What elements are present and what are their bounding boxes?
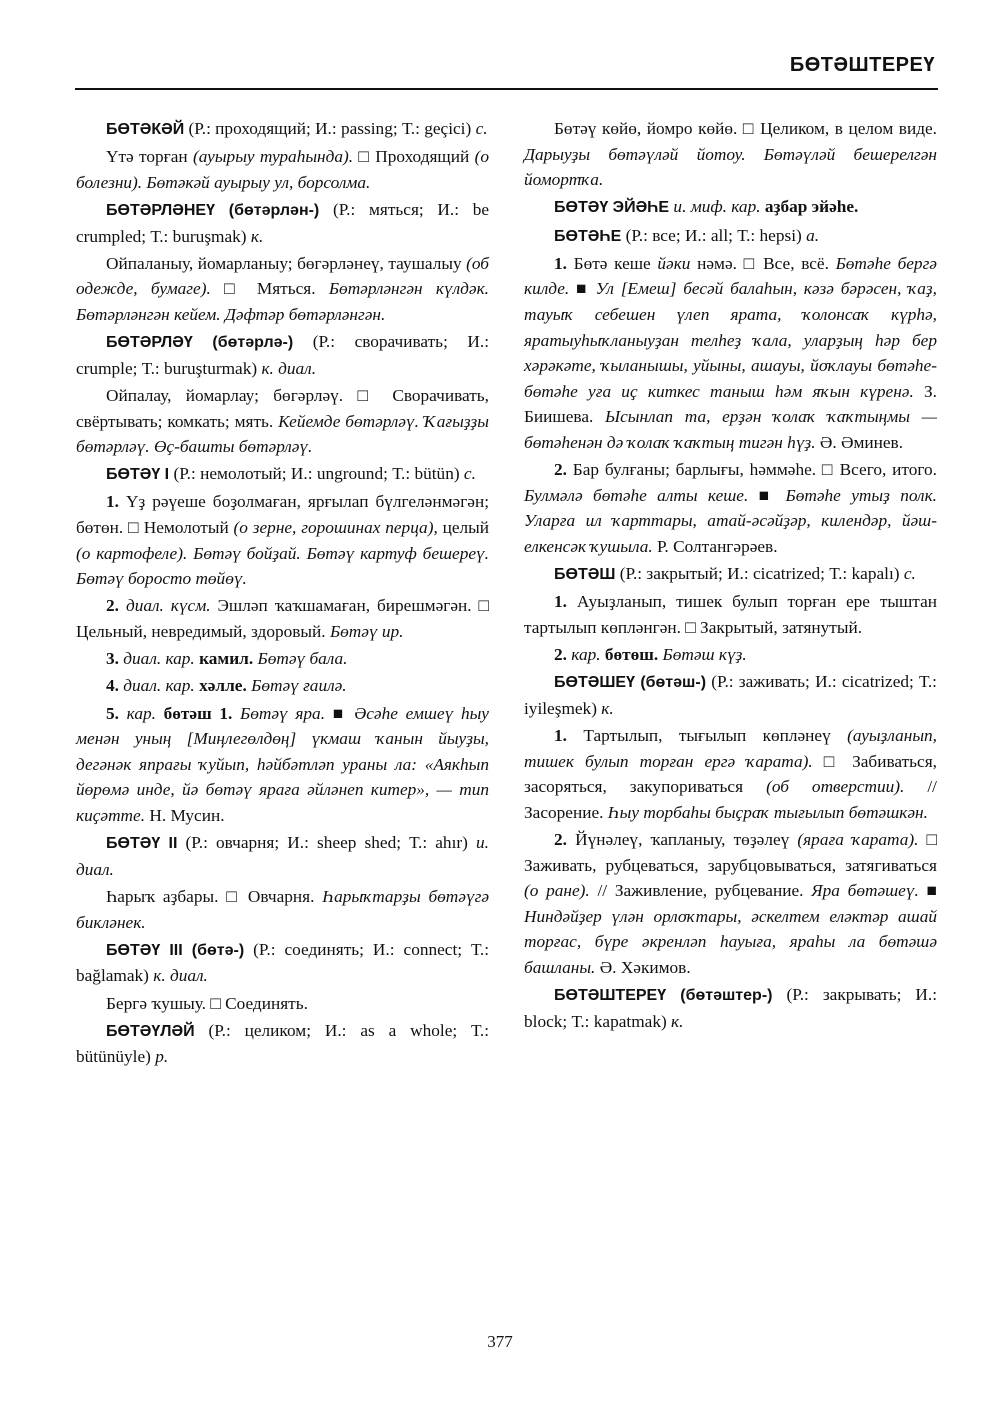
headword: БӨТӘРЛӘҮ (бөтәрлә-) <box>106 334 294 352</box>
entry-paragraph <box>76 197 489 249</box>
entry-paragraph <box>524 194 937 221</box>
entry-text: (о ране). <box>524 881 590 901</box>
headword: БӨТӘШТЕРЕҮ (бөтәштер-) <box>554 987 773 1005</box>
entry-text: 5. <box>106 703 119 723</box>
entry-text: камил. <box>199 649 254 669</box>
entry-text: Әсәһе емшеү һыу менән уның [Миңлегөлдөң] үкмаш ҡанын йыуҙы, дегәнәк япрағы ҡуйып, һәйбәтләп ураны ла: «Аякһып йөрөмә инде, йә бөтәү ярағa әйләнеп китер», — тип киҫәтте. <box>76 703 489 825</box>
entry-text: □ Проходящий <box>353 147 475 167</box>
headword: БӨТӘҺЕ <box>554 227 622 245</box>
entry-text: // Заживление, рубцевание. <box>589 881 812 901</box>
running-head: БӨТӘШТЕРЕҮ <box>789 54 935 76</box>
entry-text: 1. <box>106 492 119 512</box>
entry-text: йәки <box>657 253 691 273</box>
entry-text: хәлле. <box>199 676 247 696</box>
entry-text: Эшләп ҡаҡшамаған, бирешмәгән. □ Цельный, невредимый, здоровый. <box>76 596 489 642</box>
entry-text: кар. <box>126 703 156 723</box>
entry-text <box>119 596 126 615</box>
entry-paragraph <box>76 991 489 1017</box>
entry-text: с. <box>903 564 916 584</box>
entry-text: Ә. Әминев. <box>815 432 904 452</box>
entry-paragraph <box>76 489 489 591</box>
entry-text: 2. <box>106 596 119 616</box>
entry-text: Бөтәү яра. <box>240 703 326 723</box>
entry-text: 4. <box>106 676 119 696</box>
entry-text: 2. <box>554 829 567 849</box>
entry-text: Бөтәһе бергә килде. <box>524 253 937 299</box>
entry-paragraph <box>524 457 937 559</box>
entry-text: (Р.: проходящий; И.: passing; Т.: geçici) <box>184 119 476 138</box>
entry-text: с. <box>463 464 476 484</box>
entry-paragraph <box>524 251 937 456</box>
entry-paragraph <box>76 673 489 699</box>
left-column <box>76 116 489 1071</box>
entry-paragraph <box>76 830 489 882</box>
entry-text: Р. Солтангәрәев. <box>652 536 778 556</box>
entry-text: Бергә ҡушыу. □ Соединять. <box>106 993 308 1013</box>
entry-paragraph <box>76 144 489 195</box>
entry-text: с. <box>475 119 488 138</box>
entry-text: Һарыҡ аҙбары. □ Овчарня. <box>106 886 323 906</box>
entry-text: Тартылып, тығылып көпләнеү <box>566 726 848 745</box>
entry-text: а. <box>806 225 820 245</box>
entry-paragraph <box>76 701 489 829</box>
entry-text: к. <box>601 698 614 718</box>
entry-text: (Р.: мяться; И.: be crumpled; Т.: buruşmak) <box>76 199 489 246</box>
headword: БӨТӘҮ III (бөтә-) <box>106 941 245 959</box>
entry-paragraph <box>524 642 937 668</box>
entry-text: (ярағa ҡарата). <box>797 829 919 849</box>
page-number: 377 <box>487 1332 513 1351</box>
entry-text: (Р.: все; И.: all; Т.: hepsi) <box>621 225 807 245</box>
entry-text: ■ <box>325 703 355 723</box>
entry-text: Бөтәһе утыҙ полк. Уларға ил ҡарттары, атай-әсәйҙәр, килендәр, йәш-елкенсәк ҡушыла. <box>524 485 937 556</box>
entry-text: // Засорение. <box>524 777 937 822</box>
entry-text: Бөтәрләнгән күлдәк. Бөтәрләнгән кейем. Дәфтәр бөтәрләнгән. <box>76 279 489 324</box>
entry-text: 2. <box>554 645 567 665</box>
entry-text: ■ <box>918 881 937 901</box>
headword: БӨТӘШ <box>554 566 616 584</box>
entry-text: 3. <box>106 649 119 669</box>
entry-text: (ауырыу тураһында). <box>193 147 354 167</box>
entry-text: Ә. Хәкимов. <box>595 957 691 977</box>
entry-text: Үтә торған <box>106 147 194 167</box>
entry-text: к. диал. <box>261 358 317 378</box>
headword: БӨТӘҮЛӘЙ <box>106 1022 195 1040</box>
entry-paragraph <box>76 116 489 143</box>
entry-text: □ Заживать, рубцеваться, зарубцовываться, затягиваться <box>524 829 937 875</box>
entry-paragraph <box>524 589 937 640</box>
entry-paragraph <box>76 646 489 672</box>
entry-text: и. диал. <box>76 833 489 879</box>
entry-text: (об одежде, бумаге). <box>76 253 489 299</box>
entry-paragraph <box>76 329 489 381</box>
entry-text: к. диал. <box>153 966 208 986</box>
entry-text: (о картофеле). Бөтәү бойҙай. Бөтәү картуф бешереү. Бөтәү боросто төйөү. <box>76 543 489 589</box>
entry-text: Бөтәү бала. <box>257 649 348 669</box>
entry-text: Ниндәйҙер үлән орлоҡтары, әскелтем еләктәр ашай торғас, бүре әкренләп һауыға, яраһы ла бөтәшә башланы. <box>524 906 937 977</box>
headword: БӨТӘҮ I <box>106 466 170 484</box>
entry-text: нәмә. □ Все, всё. <box>690 253 836 273</box>
entry-text: Кейемде бөтәрләү. Ҡағыҙҙы бөтәрләү. Өҫ-башты бөтәрләү. <box>76 411 490 457</box>
entry-paragraph <box>524 116 937 193</box>
entry-text: (Р.: целиком; И.: as a whole; Т.: bütünüyle) <box>76 1020 489 1067</box>
entry-paragraph <box>524 669 937 721</box>
entry-text: 1. <box>554 253 567 273</box>
entry-text: Дарыуҙы бөтәүләй йотоу. Бөтәүләй бешерелгән йомортҡа. <box>524 144 937 190</box>
entry-text: 1. <box>554 726 567 745</box>
entry-text: к. <box>250 226 264 246</box>
entry-paragraph <box>524 561 937 588</box>
entry-text: Бөтәш күҙ. <box>662 645 747 665</box>
entry-text: целый <box>437 518 490 538</box>
entry-text <box>119 704 127 723</box>
headword: БӨТӘҮ ЭЙӘҺЕ <box>554 199 670 217</box>
entry-text: к. <box>671 1011 684 1031</box>
entry-text <box>156 704 164 723</box>
entry-text: диал. кар. <box>123 649 195 669</box>
entry-text: Үҙ рәүеше боҙолмаған, ярғылап бүлгеләнмәгән; бөтөн. □ Немолотый <box>76 492 489 538</box>
entry-text: бөтөш. <box>604 645 659 665</box>
entry-text: 2. <box>554 460 567 480</box>
entry-paragraph <box>524 723 937 825</box>
entry-text: Булмәлә бөтәһе алты кеше. <box>524 485 749 505</box>
entry-text: (Р.: заживать; И.: cicatrized; Т.: iyileşmek) <box>524 672 937 718</box>
entry-text: р. <box>155 1047 169 1067</box>
entry-text: (о зерне, горошинах перца), <box>233 518 438 538</box>
entry-text: (ауыҙланып, тишек булып торған ергә ҡарата). <box>524 726 937 771</box>
entry-text: □ Мяться. <box>210 279 329 299</box>
headword: БӨТӘШЕҮ (бөтәш-) <box>554 674 707 692</box>
entry-text: Бар булғаны; барлығы, һәммәһе. □ Всего, итого. <box>566 460 937 480</box>
entry-paragraph <box>76 383 489 460</box>
entry-text: (Р.: соединять; И.: connect; Т.: bağlamak) <box>76 939 489 986</box>
entry-text: □ Забиваться, засоряться, закупориваться <box>524 751 937 797</box>
entry-text: Н. Мусин. <box>145 805 225 825</box>
headword: БӨТӘКӘЙ <box>106 121 185 138</box>
entry-text: (Р.: немолотый; И.: unground; Т.: bütün) <box>169 464 464 484</box>
entry-paragraph <box>76 251 489 328</box>
entry-text: (Р.: закрытый; И.: cicatrized; Т.: kapalı) <box>615 564 904 584</box>
headword: БӨТӘҮ II <box>106 835 178 853</box>
entry-text: Ойпалау, йомарлау; бөгәрләү. □ Сворачивать, свёртывать; комкать; мять. <box>76 385 489 431</box>
entry-text: Бөтәү көйө, йомро көйө. □ Целиком, в целом виде. <box>554 119 937 138</box>
entry-paragraph <box>524 223 937 250</box>
entry-paragraph <box>76 461 489 488</box>
entry-text: кар. <box>571 645 601 665</box>
entry-text <box>232 704 240 723</box>
header-rule <box>75 88 938 90</box>
entry-text: Һыу торбаһы быҫраҡ тығылып бөтәшкән. <box>607 802 928 822</box>
right-column <box>524 116 937 1036</box>
entry-paragraph <box>76 1018 489 1070</box>
entry-text: Ысынлап та, ерҙән ҡолаҡ ҡаҡтыңмы — бөтәһенән дә ҡолаҡ ҡаҡтың тигән һүҙ. <box>524 407 938 452</box>
entry-text: Бөтә кеше <box>566 253 658 273</box>
entry-text: диал. кар. <box>123 676 195 696</box>
entry-text: бөтәш 1. <box>163 703 233 723</box>
entry-text: Йүнәлеү, ҡапланыу, төҙәлеү <box>566 829 798 849</box>
entry-text: Һарыҡтарҙы бөтәүгә бикләнек. <box>76 886 489 932</box>
entry-text: Яра бөтәшеү. <box>811 881 919 901</box>
entry-text: ■ <box>748 485 786 505</box>
entry-paragraph <box>524 827 937 981</box>
entry-text: Бөтәү ир. <box>329 622 404 642</box>
entry-paragraph <box>524 982 937 1034</box>
entry-paragraph <box>76 884 489 935</box>
entry-text: диал. күсм. <box>125 596 211 616</box>
entry-text: Ойпаланыу, йомарланыу; бөгәрләнеү, таушалыу <box>106 253 467 273</box>
entry-text: (об отверстии). <box>766 777 905 797</box>
entry-text: (о болезни). Бөтәкәй ауырыу ул, борсолма. <box>76 147 489 192</box>
entry-text: Бөтәү ғаилә. <box>251 676 347 696</box>
entry-text: аҙбар эйәһе. <box>764 197 859 217</box>
entry-text: Ул [Емеш] бесәй балаһын, кәзә бәрәсен, ҡаҙ, тауыҡ себешен үлеп ярата, ҡолонсаҡ күрһә, яратыуһыҡланыуҙан телһеҙ ҡала, уларҙың һәр бер хәрәкәте, ҡыланышы, уйыны, ашауы, йоҡлауы бөтәһе-бөтәһе уға иҫ киткес таныш һәм яҡын күренә. <box>524 279 937 401</box>
entry-text: (Р.: закрывать; И.: block; Т.: kapatmak) <box>524 985 937 1031</box>
entry-text: (Р.: овчарня; И.: sheep shed; Т.: ahır) <box>177 833 477 853</box>
entry-text: ■ <box>569 279 596 299</box>
entry-text: Ауыҙланып, тишек булып торған ере тыштан тартылып көпләнгән. □ Закрытый, затянутый. <box>524 592 937 637</box>
entry-paragraph <box>76 937 489 989</box>
entry-paragraph <box>76 593 489 644</box>
headword: БӨТӘРЛӘНЕҮ (бөтәрлән-) <box>106 201 320 219</box>
entry-text: и. миф. кар. <box>673 197 761 217</box>
entry-text: (Р.: сворачивать; И.: crumple; Т.: buruşturmak) <box>76 332 489 378</box>
entry-text: З. Биишева. <box>524 381 937 427</box>
entry-text: 1. <box>554 592 567 612</box>
